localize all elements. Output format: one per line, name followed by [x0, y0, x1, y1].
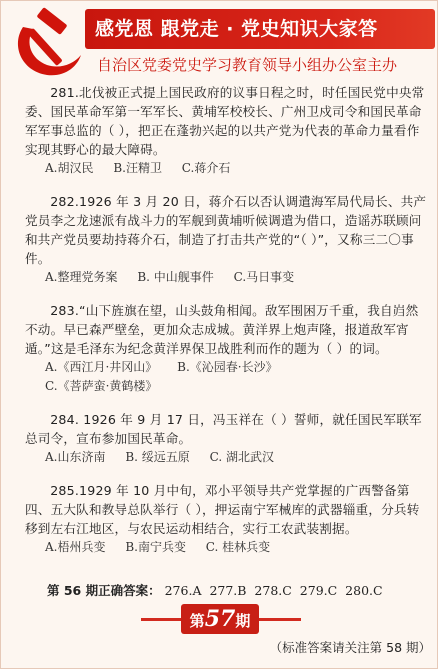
question-options [25, 358, 429, 396]
question-text: 281.北伐被正式提上国民政府的议事日程之时，时任国民党中央常委、国民革命军第一军军长、黄埔军校校长、广州卫戍司令和国民革命军军事总监的（ ），把正在蓬勃兴起的以共产党为代表的革命力量看作实现其野心的最大障碍。 [25, 85, 425, 157]
option-c: C.蒋介石 [181, 161, 231, 175]
column-title: 感党恩 跟党走 · 党史知识大家答 [95, 18, 378, 40]
option-c: C.《菩萨蛮·黄鹤楼》 [45, 379, 158, 393]
option-a: A.梧州兵变 [45, 540, 106, 554]
column-subtitle: 自治区党委党史学习教育领导小组办公室主办 [97, 56, 398, 74]
issue-number-box [181, 604, 259, 634]
option-c: C. 湖北武汉 [209, 450, 274, 464]
option-a: A.《西江月·井冈山》 [45, 360, 158, 374]
answers-label: 第 56 期正确答案： [47, 583, 161, 598]
option-b: B.《沁园春·长沙》 [177, 360, 278, 374]
question-283 [25, 301, 429, 396]
option-a: A.胡汉民 [45, 161, 94, 175]
option-b: B.南宁兵变 [125, 540, 186, 554]
title-banner [85, 9, 435, 49]
question-options [25, 448, 429, 467]
issue-prefix: 第 [189, 612, 205, 630]
question-options [25, 268, 429, 287]
option-b: B.汪精卫 [113, 161, 162, 175]
option-b: B. 绥远五原 [125, 450, 190, 464]
question-options [25, 538, 429, 557]
option-a: A.整理党务案 [45, 270, 118, 284]
question-282 [25, 192, 429, 287]
answers-values: 276.A 277.B 278.C 279.C 280.C [164, 583, 383, 598]
question-text: 285.1929 年 10 月中旬，邓小平领导共产党掌握的广西警备第四、五大队和教导总队举行（ ），押运南宁军械库的武器辎重，分兵转移到左右江地区，与农民运动相结合，实行工农武装割据。 [25, 483, 420, 536]
question-text: 282.1926 年 3 月 20 日，蒋介石以否认调遣海军局代局长、共产党员李之龙速派有战斗力的军舰到黄埔听候调遣为借口，造谣苏联顾问和共产党员要劫持蒋介石，制造了打击共产党的“（ ）”，又称三二〇事件。 [25, 194, 427, 266]
option-c: C.马日事变 [233, 270, 295, 284]
column-header [1, 1, 438, 83]
question-284 [25, 410, 429, 467]
issue-badge [181, 604, 259, 634]
option-a: A.山东济南 [45, 450, 106, 464]
footer-note: （标准答案请关注第 58 期） [269, 640, 431, 655]
question-281 [25, 83, 429, 178]
question-text: 284. 1926 年 9 月 17 日，冯玉祥在（ ）誓师，就任国民军联军总司令，宣布参加国民革命。 [25, 412, 422, 446]
previous-answers [47, 581, 427, 599]
option-c: C. 桂林兵变 [205, 540, 271, 554]
hammer-and-sickle-icon [7, 5, 85, 81]
question-285 [25, 481, 429, 557]
question-list [25, 83, 429, 571]
option-b: B. 中山舰事件 [137, 270, 214, 284]
issue-number: 57 [204, 606, 236, 632]
question-options [25, 159, 429, 178]
issue-suffix: 期 [235, 612, 251, 630]
question-text: 283.“山下旌旗在望，山头鼓角相闻。敌军围困万千重，我自岿然不动。早已森严壁垒，更加众志成城。黄洋界上炮声隆，报道敌军宵遁。”这是毛泽东为纪念黄洋界保卫战胜利而作的题为（ ）的词。 [25, 303, 419, 356]
